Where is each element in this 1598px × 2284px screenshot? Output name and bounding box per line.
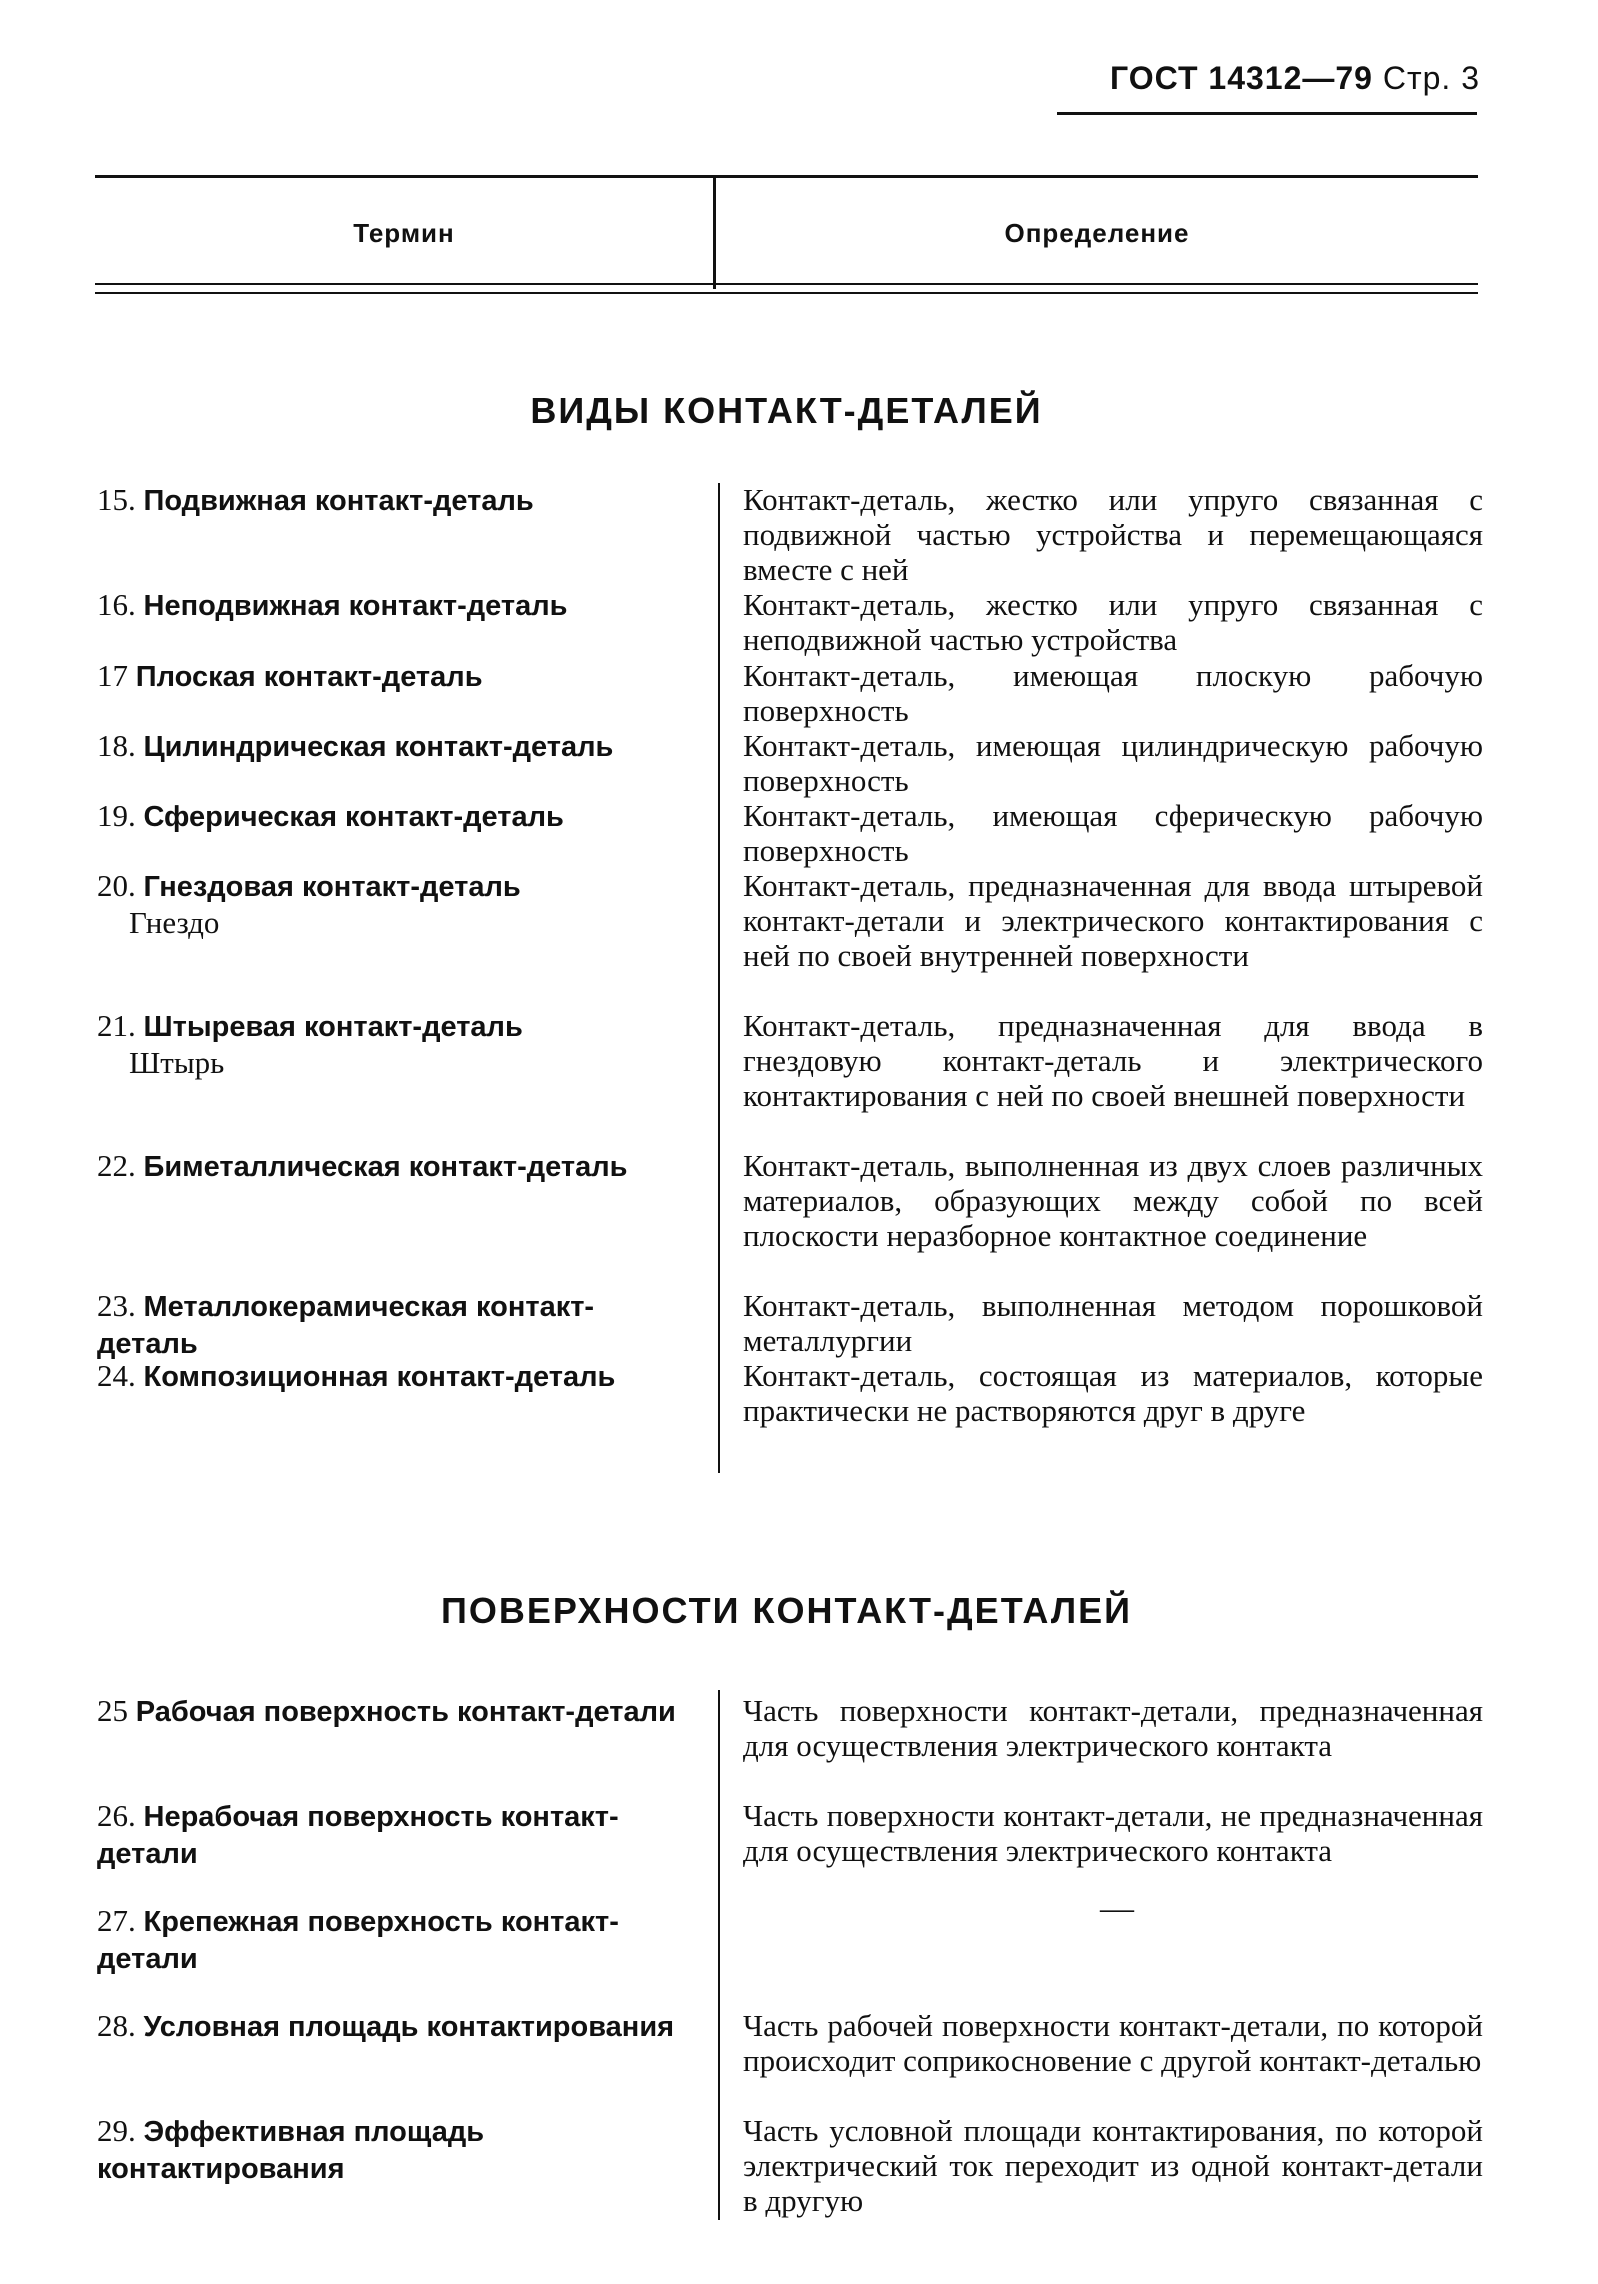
term-entry <box>97 1358 685 1395</box>
term-number: 17 <box>97 658 128 693</box>
term-number: 21. <box>97 1008 136 1043</box>
term-name: Крепежная поверхность контакт-детали <box>97 1906 619 1975</box>
term-name: Нерабочая поверхность контакт-детали <box>97 1801 619 1870</box>
page-header <box>1000 60 1480 104</box>
column-head-definition: Определение <box>1004 218 1190 248</box>
term-name: Рабочая поверхность контакт-детали <box>135 1696 676 1728</box>
term-definition: Контакт-деталь, предназначенная для ввода штыревой контакт-детали и электрического контактирования с ней по своей внутренней поверхности <box>743 868 1483 973</box>
term-number: 28. <box>97 2008 136 2043</box>
term-name: Биметаллическая контакт-деталь <box>143 1151 628 1183</box>
standard-number: ГОСТ 14312—79 <box>1110 60 1373 96</box>
term-definition: Контакт-деталь, предназначенная для ввода в гнездовую контакт-деталь и электрического контактирования с ней по своей внешней поверхности <box>743 1008 1483 1113</box>
section-title: ВИДЫ КОНТАКТ-ДЕТАЛЕЙ <box>530 390 1043 431</box>
term-entry <box>97 658 685 695</box>
term-name: Композиционная контакт-деталь <box>143 1361 616 1393</box>
term-definition: Контакт-деталь, выполненная из двух слоев различных материалов, образующих между собой по всей плоскости неразборное контактное соединение <box>743 1148 1483 1253</box>
term-entry <box>97 1148 685 1185</box>
term-number: 22. <box>97 1148 136 1183</box>
table-head-rule <box>95 292 1478 294</box>
term-entry <box>97 1288 685 1362</box>
term-entry <box>97 1693 685 1730</box>
term-name: Неподвижная контакт-деталь <box>143 590 568 622</box>
section-title: ПОВЕРХНОСТИ КОНТАКТ-ДЕТАЛЕЙ <box>440 1590 1132 1631</box>
term-number: 19. <box>97 798 136 833</box>
term-definition: Контакт-деталь, жестко или упруго связанная с подвижной частью устройства и перемещающаяся вместе с ней <box>743 482 1483 587</box>
term-definition: Контакт-деталь, выполненная методом порошковой металлургии <box>743 1288 1483 1358</box>
term-number: 15. <box>97 482 136 517</box>
term-number: 27. <box>97 1903 136 1938</box>
page-number: Стр. 3 <box>1382 60 1480 96</box>
term-name: Условная площадь контактирования <box>143 2011 675 2043</box>
header-rule <box>1057 112 1477 115</box>
term-number: 25 <box>97 1693 128 1728</box>
term-number: 18. <box>97 728 136 763</box>
term-definition: Часть рабочей поверхности контакт-детали, по которой происходит соприкосновение с другой контакт-деталью <box>743 2008 1483 2078</box>
term-entry <box>97 2008 685 2045</box>
term-entry <box>97 587 685 624</box>
term-definition: Контакт-деталь, состоящая из материалов, которые практически не растворяются друг в друге <box>743 1358 1483 1428</box>
term-entry <box>97 482 685 519</box>
term-definition: Контакт-деталь, жестко или упруго связанная с неподвижной частью устройства <box>743 587 1483 657</box>
term-entry <box>97 1903 685 1977</box>
column-divider <box>718 483 720 1473</box>
term-name: Сферическая контакт-деталь <box>143 801 564 833</box>
term-definition: Часть условной площади контактирования, по которой электрический ток переходит из одной контакт-детали в другую <box>743 2113 1483 2218</box>
term-definition: Часть поверхности контакт-детали, предназначенная для осуществления электрического контакта <box>743 1693 1483 1763</box>
term-number: 29. <box>97 2113 136 2148</box>
term-definition: Контакт-деталь, имеющая сферическую рабочую поверхность <box>743 798 1483 868</box>
term-entry <box>97 1008 685 1080</box>
term-name: Гнездовая контакт-деталь <box>143 871 521 903</box>
term-entry <box>97 728 685 765</box>
term-name: Штыревая контакт-деталь <box>143 1011 523 1043</box>
term-name: Металлокерамическая контакт-деталь <box>97 1291 595 1360</box>
term-entry <box>97 798 685 835</box>
term-name: Плоская контакт-деталь <box>135 661 483 693</box>
term-number: 26. <box>97 1798 136 1833</box>
term-entry <box>97 2113 685 2187</box>
term-name: Подвижная контакт-деталь <box>143 485 534 517</box>
column-divider <box>718 1690 720 2220</box>
term-entry <box>97 868 685 940</box>
term-synonym: Штырь <box>129 1045 225 1080</box>
term-definition: Контакт-деталь, имеющая цилиндрическую рабочую поверхность <box>743 728 1483 798</box>
term-number: 24. <box>97 1358 136 1393</box>
table-head-rule <box>95 283 1478 285</box>
term-number: 23. <box>97 1288 136 1323</box>
column-head-term: Термин <box>353 218 455 248</box>
term-number: 16. <box>97 587 136 622</box>
term-definition: Часть поверхности контакт-детали, не предназначенная для осуществления электрического контакта <box>743 1798 1483 1868</box>
term-number: 20. <box>97 868 136 903</box>
empty-definition-dash: — <box>1100 1890 1134 1927</box>
term-name: Цилиндрическая контакт-деталь <box>143 731 614 763</box>
term-entry <box>97 1798 685 1872</box>
table-top-rule <box>95 175 1478 178</box>
term-definition: Контакт-деталь, имеющая плоскую рабочую поверхность <box>743 658 1483 728</box>
term-name: Эффективная площадь контактирования <box>97 2116 485 2185</box>
term-synonym: Гнездо <box>129 905 220 940</box>
